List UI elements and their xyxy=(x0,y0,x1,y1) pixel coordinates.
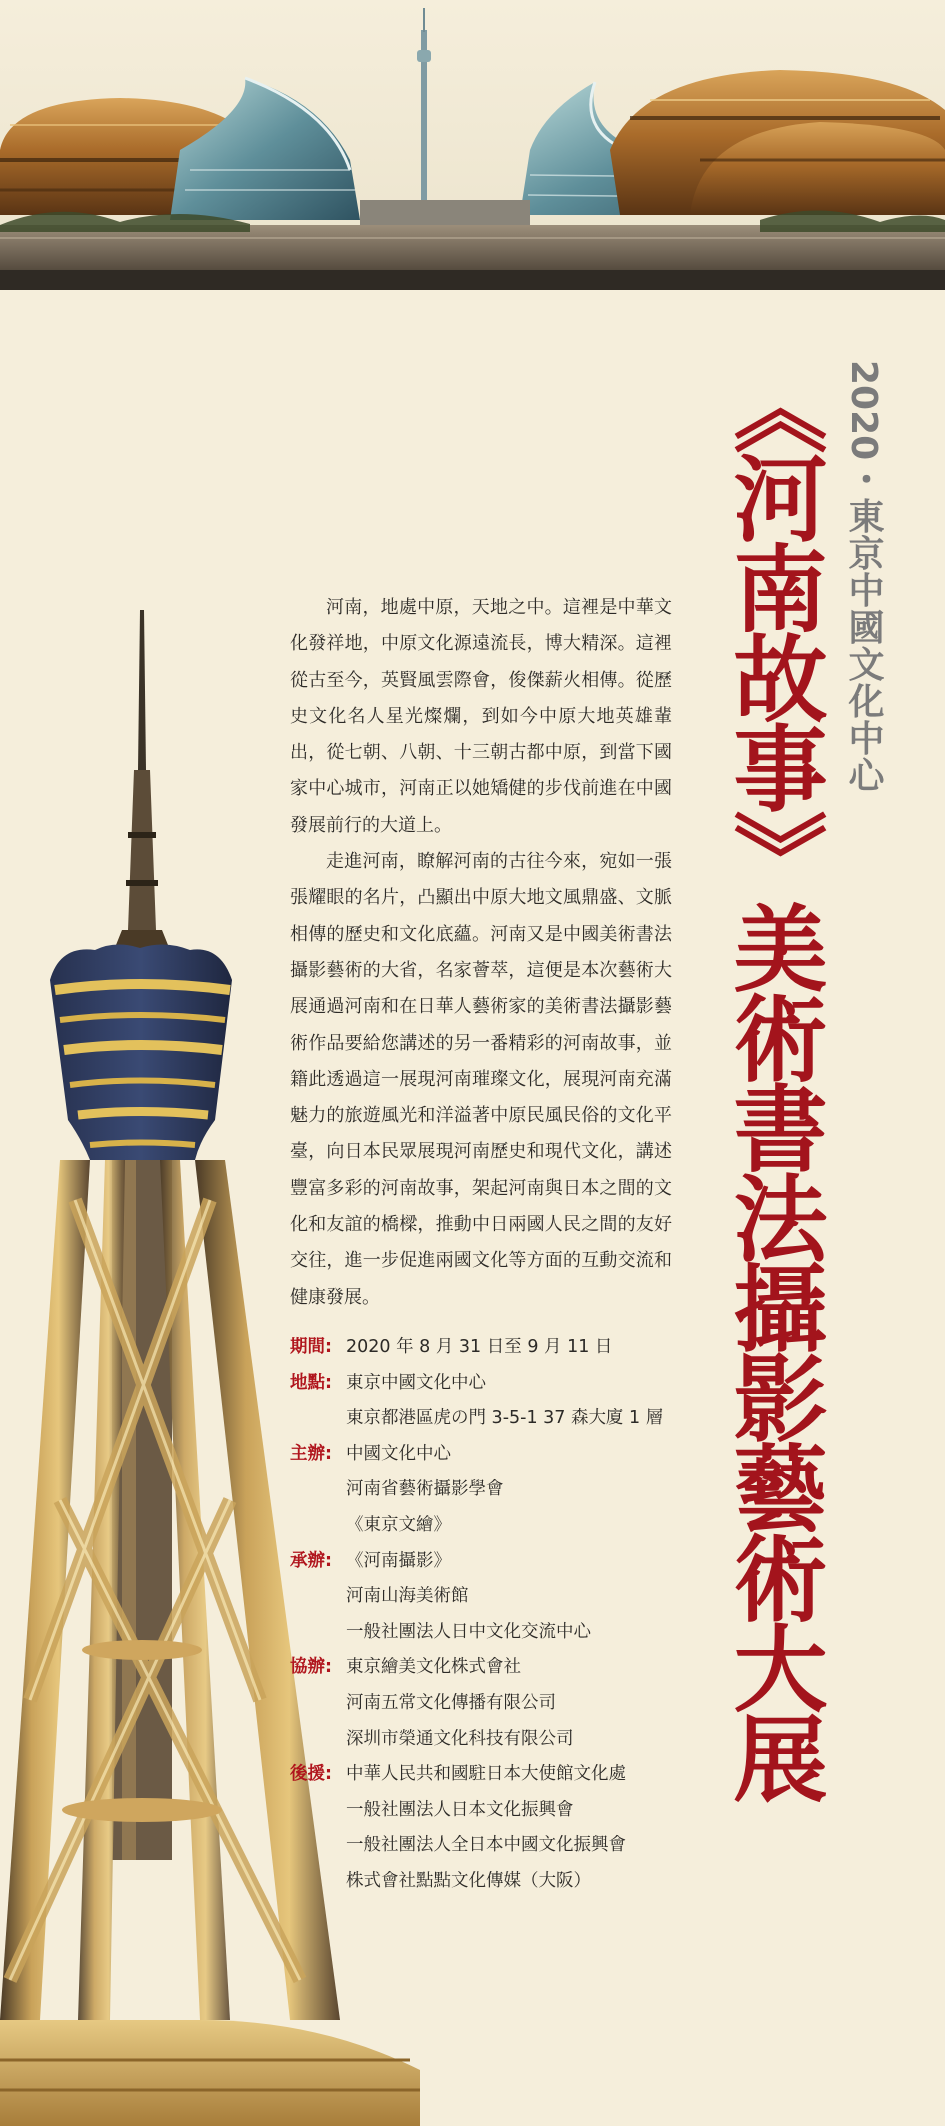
info-value: 一般社團法人日本文化振興會 xyxy=(346,1799,574,1820)
event-info xyxy=(290,1330,690,1900)
info-row-supporter xyxy=(290,1828,690,1864)
info-label xyxy=(290,1472,346,1508)
exhibition-title: 《河南故事》美術書法攝影藝術大展 xyxy=(717,360,827,1800)
info-row-supporter xyxy=(290,1757,690,1793)
info-label xyxy=(290,1401,346,1437)
banner-photo xyxy=(0,0,945,290)
info-value: 河南省藝術攝影學會 xyxy=(346,1479,504,1500)
info-value: 《東京文繪》 xyxy=(346,1514,451,1535)
info-row-co-organizer xyxy=(290,1650,690,1686)
info-label: 後援: xyxy=(290,1764,332,1785)
intro-paragraph: 走進河南，瞭解河南的古往今來，宛如一張張耀眼的名片，凸顯出中原大地文風鼎盛、文脈相傳的歷史和文化底蘊。河南又是中國美術書法攝影藝術的大省，名家薈萃，這便是本次藝術大展通過河南和在日華人藝術家的美術書法攝影藝術作品要給您講述的另一番精彩的河南故事，並籍此透過這一展現河南璀璨文化，展現河南充滿魅力的旅遊風光和洋溢著中原民風民俗的文化平臺，向日本民眾展現河南歷史和現代文化，講述豐富多彩的河南故事，架起河南與日本之間的文化和友誼的橋樑，推動中日兩國人民之間的友好交往，進一步促進兩國文化等方面的互動交流和健康發展。 xyxy=(290,851,672,1308)
event-venue: ・東京中國文化中心 xyxy=(843,460,884,794)
intro-text xyxy=(290,590,672,1316)
info-label: 地點: xyxy=(290,1372,332,1393)
info-label xyxy=(290,1615,346,1651)
info-row-co-organizer xyxy=(290,1722,690,1758)
info-label: 期間: xyxy=(290,1337,332,1357)
info-label xyxy=(290,1722,346,1758)
info-value: 中華人民共和國駐日本大使館文化處 xyxy=(346,1764,626,1785)
event-year: 2020 xyxy=(843,360,884,461)
info-row-host xyxy=(290,1615,690,1651)
info-value: 河南五常文化傳播有限公司 xyxy=(346,1692,556,1713)
info-value: 2020 年 8 月 31 日至 9 月 11 日 xyxy=(346,1337,613,1357)
info-label xyxy=(290,1686,346,1722)
info-value: 一般社團法人日中文化交流中心 xyxy=(346,1621,591,1642)
info-label xyxy=(290,1793,346,1829)
info-value: 河南山海美術館 xyxy=(346,1586,469,1607)
info-label xyxy=(290,1864,346,1900)
intro-paragraph: 河南，地處中原，天地之中。這裡是中華文化發祥地，中原文化源遠流長，博大精深。這裡從古至今，英賢風雲際會，俊傑薪火相傳。從歷史文化名人星光燦爛，到如今中原大地英雄輩出，從七朝、八朝、十三朝古都中原，到當下國家中心城市，河南正以她矯健的步伐前進在中國發展前行的大道上。 xyxy=(290,597,672,836)
info-row-host xyxy=(290,1579,690,1615)
info-row-supporter xyxy=(290,1793,690,1829)
info-row-co-organizer xyxy=(290,1686,690,1722)
info-row-supporter xyxy=(290,1864,690,1900)
info-label xyxy=(290,1828,346,1864)
info-row-organizer xyxy=(290,1508,690,1544)
info-value: 東京都港區虎の門 3-5-1 37 森大廈 1 層 xyxy=(346,1408,664,1429)
info-row-organizer xyxy=(290,1437,690,1473)
info-label: 協辦: xyxy=(290,1657,332,1678)
info-value: 東京中國文化中心 xyxy=(346,1372,486,1393)
info-label: 主辦: xyxy=(290,1443,332,1464)
info-row-address xyxy=(290,1401,690,1437)
info-value: 一般社團法人全日本中國文化振興會 xyxy=(346,1835,626,1856)
info-row-period xyxy=(290,1330,690,1366)
info-label xyxy=(290,1579,346,1615)
info-value: 深圳市榮通文化科技有限公司 xyxy=(346,1728,574,1749)
info-row-host xyxy=(290,1544,690,1580)
info-row-organizer xyxy=(290,1472,690,1508)
info-label: 承辦: xyxy=(290,1550,332,1571)
info-value: 《河南攝影》 xyxy=(346,1550,451,1571)
info-value: 中國文化中心 xyxy=(346,1443,451,1464)
event-subtitle xyxy=(838,360,888,793)
info-row-venue xyxy=(290,1366,690,1402)
info-label xyxy=(290,1508,346,1544)
info-value: 東京繪美文化株式會社 xyxy=(346,1657,521,1678)
info-value: 株式會社點點文化傳媒（大阪） xyxy=(346,1870,591,1891)
